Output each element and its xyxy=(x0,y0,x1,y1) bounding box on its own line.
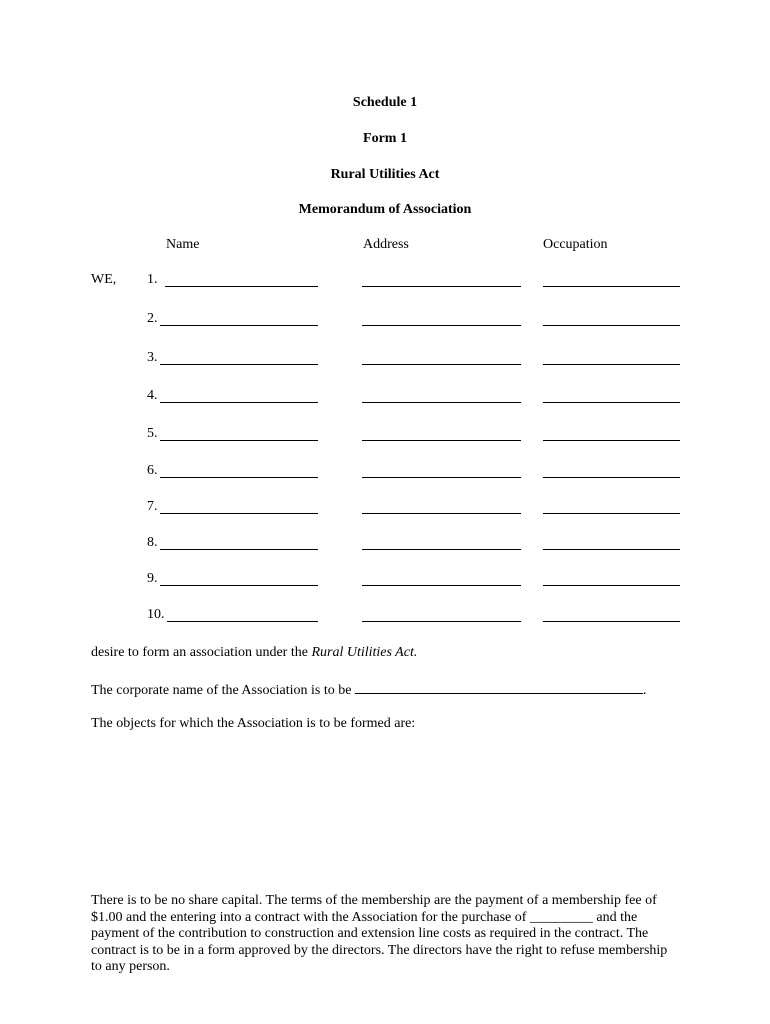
objects-statement: The objects for which the Association is to be formed are: xyxy=(91,716,416,731)
act-name-italic: Rural Utilities Act. xyxy=(311,645,418,660)
schedule-heading: Schedule 1 xyxy=(352,95,418,110)
address-field[interactable] xyxy=(362,621,521,622)
name-field[interactable] xyxy=(165,286,318,287)
name-field[interactable] xyxy=(167,621,318,622)
occupation-field[interactable] xyxy=(543,477,680,478)
row-number: 8. xyxy=(147,535,158,550)
address-field[interactable] xyxy=(362,440,521,441)
address-field[interactable] xyxy=(362,325,521,326)
address-column-header: Address xyxy=(363,237,409,252)
occupation-field[interactable] xyxy=(543,621,680,622)
we-label: WE, xyxy=(91,272,117,287)
row-number: 9. xyxy=(147,571,158,586)
address-field[interactable] xyxy=(362,286,521,287)
occupation-field[interactable] xyxy=(543,325,680,326)
name-field[interactable] xyxy=(160,440,318,441)
occupation-field[interactable] xyxy=(543,549,680,550)
row-number: 2. xyxy=(147,311,158,326)
occupation-column-header: Occupation xyxy=(543,237,608,252)
name-field[interactable] xyxy=(160,549,318,550)
name-field[interactable] xyxy=(160,325,318,326)
name-field[interactable] xyxy=(160,364,318,365)
row-number: 10. xyxy=(147,607,165,622)
occupation-field[interactable] xyxy=(543,286,680,287)
name-field[interactable] xyxy=(160,513,318,514)
name-column-header: Name xyxy=(166,237,200,252)
occupation-field[interactable] xyxy=(543,440,680,441)
membership-paragraph: There is to be no share capital. The terms of the membership are the payment of a membership fee of $1.00 and the entering into a contract with the Association for the purchase of _________ and the payment of the contribution to construction and extension line costs as required in the contract. The contract is to be in a form approved by the directors. The directors have the right to refuse membership to any person. xyxy=(91,893,668,974)
address-field[interactable] xyxy=(362,549,521,550)
address-field[interactable] xyxy=(362,364,521,365)
occupation-field[interactable] xyxy=(543,513,680,514)
desire-text: desire to form an association under the xyxy=(91,645,312,660)
corporate-name-label: The corporate name of the Association is to be xyxy=(91,683,352,698)
occupation-field[interactable] xyxy=(543,402,680,403)
name-field[interactable] xyxy=(160,477,318,478)
row-number: 7. xyxy=(147,499,158,514)
address-field[interactable] xyxy=(362,513,521,514)
corporate-name-field[interactable] xyxy=(355,680,643,694)
address-field[interactable] xyxy=(362,585,521,586)
row-number: 1. xyxy=(147,272,158,287)
row-number: 3. xyxy=(147,350,158,365)
corporate-name-line xyxy=(91,680,646,699)
occupation-field[interactable] xyxy=(543,585,680,586)
name-field[interactable] xyxy=(160,402,318,403)
row-number: 4. xyxy=(147,388,158,403)
row-number: 5. xyxy=(147,426,158,441)
memorandum-heading: Memorandum of Association xyxy=(298,202,472,217)
address-field[interactable] xyxy=(362,477,521,478)
corporate-name-period: . xyxy=(642,683,647,698)
form-heading: Form 1 xyxy=(363,131,407,146)
name-field[interactable] xyxy=(160,585,318,586)
address-field[interactable] xyxy=(362,402,521,403)
act-heading: Rural Utilities Act xyxy=(330,167,440,182)
desire-statement xyxy=(91,645,417,661)
row-number: 6. xyxy=(147,463,158,478)
occupation-field[interactable] xyxy=(543,364,680,365)
